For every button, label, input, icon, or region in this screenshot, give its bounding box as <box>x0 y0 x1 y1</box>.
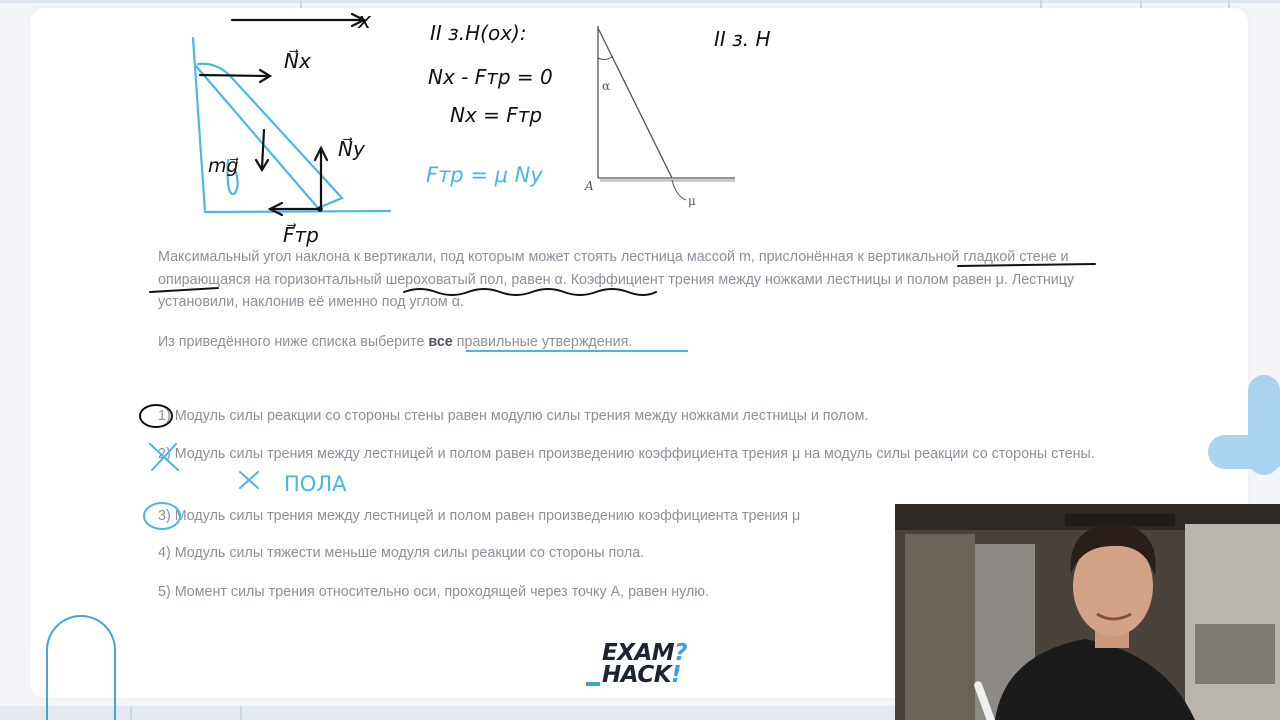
logo-word-1: EXAM <box>602 640 675 666</box>
logo-mark-1: ? <box>674 640 687 666</box>
bottom-tick <box>240 706 242 720</box>
instruction <box>158 331 1138 353</box>
equation-2: Nx = Fтр <box>450 103 543 127</box>
figure-alpha: α <box>602 79 611 93</box>
instruction-bold: все <box>428 334 453 350</box>
option-number: 5) <box>158 584 171 600</box>
logo-mark-2: ! <box>671 662 682 688</box>
friction-equation: Fтр = μ Ny <box>426 163 543 187</box>
law-1-label: II з.Н(ox): <box>430 21 527 45</box>
option-text: Момент силы трения относительно оси, проходящей через точку A, равен нулю. <box>174 584 709 600</box>
option-text: Модуль силы трения между лестницей и полом равен произведению коэффициента трения μ на модуль силы реакции со стороны стены. <box>174 446 1095 462</box>
logo-word-2: HACK <box>602 662 672 688</box>
ftr-label: F⃗тр <box>283 223 319 247</box>
figure-mu: μ <box>688 194 696 208</box>
oven <box>1195 624 1275 684</box>
top-edge <box>0 0 1280 3</box>
webcam-scene <box>895 504 1280 720</box>
instruction-prefix: Из приведённого ниже списка выберите <box>158 334 429 350</box>
figure-point-a: A <box>585 179 594 193</box>
pola-correction: ПОЛА <box>284 472 347 496</box>
cabinet-left <box>905 534 975 720</box>
plus-horizontal <box>1208 435 1280 469</box>
mg-label: mg⃗ <box>208 155 239 177</box>
option-number: 1) <box>158 408 171 424</box>
option-text: Модуль силы тяжести меньше модуля силы реакции со стороны пола. <box>174 545 645 561</box>
bottom-tick <box>130 706 132 720</box>
decorative-arch <box>46 615 116 720</box>
kitchen-cabinet <box>1185 524 1280 720</box>
hood <box>1065 514 1175 526</box>
problem-statement: Максимальный угол наклона к вертикали, под которым может стоять лестница массой m, прислонённая к вертикальной гладкой стене и опирающаяся на горизонтальный шероховатый пол, равен α. Коэффициент трения между ножками лестницы и полом равен μ. Лестницу установили, наклонив её именно под углом α. <box>158 249 1075 310</box>
x-axis-label: x <box>358 9 372 34</box>
decorative-plus <box>1208 375 1280 475</box>
option-text: Модуль силы трения между лестницей и полом равен произведению коэффициента трения μ <box>174 508 801 524</box>
option-2[interactable] <box>158 443 1118 466</box>
instruction-suffix: правильные утверждения. <box>452 334 633 350</box>
nx-label: N⃗x <box>284 49 311 73</box>
option-1[interactable] <box>158 405 1118 428</box>
examhack-logo <box>586 640 706 690</box>
equation-1: Nx - Fтр = 0 <box>428 65 553 89</box>
option-number: 4) <box>158 545 171 561</box>
option-number: 3) <box>158 508 171 524</box>
option-number: 2) <box>158 446 171 462</box>
logo-underscore <box>586 682 600 686</box>
law-2-label: II з. Н <box>714 27 771 51</box>
option-text: Модуль силы реакции со стороны стены равен модулю силы трения между ножками лестницы и полом. <box>174 408 869 424</box>
webcam-overlay <box>895 504 1280 720</box>
logo-line-2 <box>602 662 681 688</box>
ny-label: N⃗y <box>338 137 365 161</box>
